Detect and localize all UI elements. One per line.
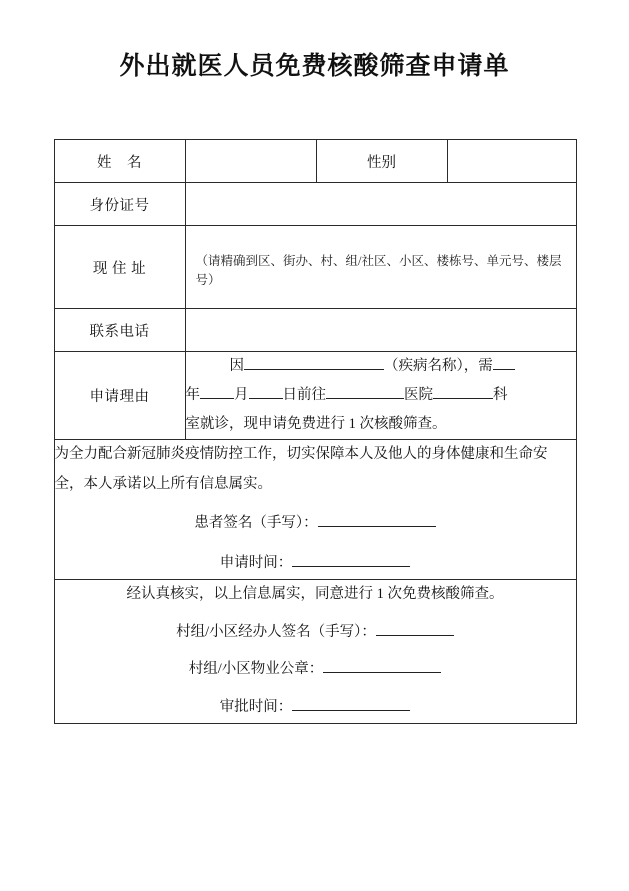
- page-title: 外出就医人员免费核酸筛查申请单: [119, 53, 510, 80]
- phone-input[interactable]: [185, 309, 576, 352]
- reason-line-3: 室就诊，现申请免费进行 1 次核酸筛查。: [185, 416, 447, 432]
- reason-l2b: 月: [234, 387, 249, 403]
- reason-l1b: （疾病名称），需: [384, 358, 493, 374]
- day-blank[interactable]: [249, 398, 283, 399]
- apply-date-line: [55, 549, 576, 579]
- declaration-paragraph: 为全力配合新冠肺炎疫情防控工作，切实保障本人及他人的身体健康和生命安全，本人承诺以上所有信息属实。: [54, 446, 548, 492]
- table-row-approval: [54, 579, 576, 723]
- declaration-block: [54, 440, 576, 580]
- gender-input[interactable]: [447, 140, 576, 183]
- table-row-declaration: [54, 440, 576, 580]
- seal-line: [55, 655, 576, 685]
- reason-l2e: 科: [493, 387, 508, 403]
- reason-l1a: 因: [229, 358, 244, 374]
- reason-line-1: [186, 352, 576, 381]
- patient-signature-line: [55, 509, 576, 539]
- table-row-address: [54, 226, 576, 309]
- application-form: [54, 139, 576, 724]
- handler-signature-label: 村组/小区经办人签名（手写）：: [176, 623, 376, 640]
- approval-block: [54, 579, 576, 723]
- phone-label: 联系电话: [54, 309, 185, 352]
- reason-l2c: 日前往: [282, 387, 326, 403]
- name-label: 姓 名: [54, 140, 185, 183]
- reason-label: 申请理由: [54, 352, 185, 440]
- seal-blank[interactable]: [323, 672, 441, 673]
- reason-l2a: 年: [185, 387, 200, 403]
- reason-l2d: 医院: [404, 387, 433, 403]
- reason-text[interactable]: [185, 352, 576, 440]
- patient-signature-blank[interactable]: [318, 526, 436, 527]
- table-row-phone: [54, 309, 576, 352]
- approval-date-blank[interactable]: [292, 710, 410, 711]
- handler-signature-line: [55, 618, 576, 648]
- table-row-id: [54, 183, 576, 226]
- disease-blank[interactable]: [244, 369, 384, 370]
- handler-signature-blank[interactable]: [376, 635, 454, 636]
- patient-signature-label: 患者签名（手写）：: [194, 515, 318, 532]
- gender-label: 性别: [316, 140, 447, 183]
- department-blank[interactable]: [433, 398, 493, 399]
- seal-label: 村组/小区物业公章：: [188, 661, 324, 678]
- year-prefix-blank[interactable]: [493, 369, 515, 370]
- name-input[interactable]: [185, 140, 316, 183]
- reason-line-2: [186, 381, 576, 410]
- apply-date-blank[interactable]: [292, 566, 410, 567]
- address-hint: （请精确到区、街办、村、组/社区、小区、楼栋号、单元号、楼层号）: [195, 253, 562, 287]
- address-input[interactable]: [185, 226, 576, 309]
- id-input[interactable]: [185, 183, 576, 226]
- document-page: [0, 46, 629, 891]
- hospital-blank[interactable]: [326, 398, 404, 399]
- form-table: [54, 139, 577, 724]
- month-blank[interactable]: [200, 398, 234, 399]
- approval-date-label: 审批时间：: [219, 699, 293, 716]
- id-label: 身份证号: [54, 183, 185, 226]
- approval-paragraph: 经认真核实，以上信息属实，同意进行 1 次免费核酸筛查。: [126, 585, 504, 602]
- apply-date-label: 申请时间：: [219, 555, 293, 572]
- table-row-name: [54, 140, 576, 183]
- approval-date-line: [55, 693, 576, 723]
- table-row-reason: [54, 352, 576, 440]
- address-label: 现 住 址: [54, 226, 185, 309]
